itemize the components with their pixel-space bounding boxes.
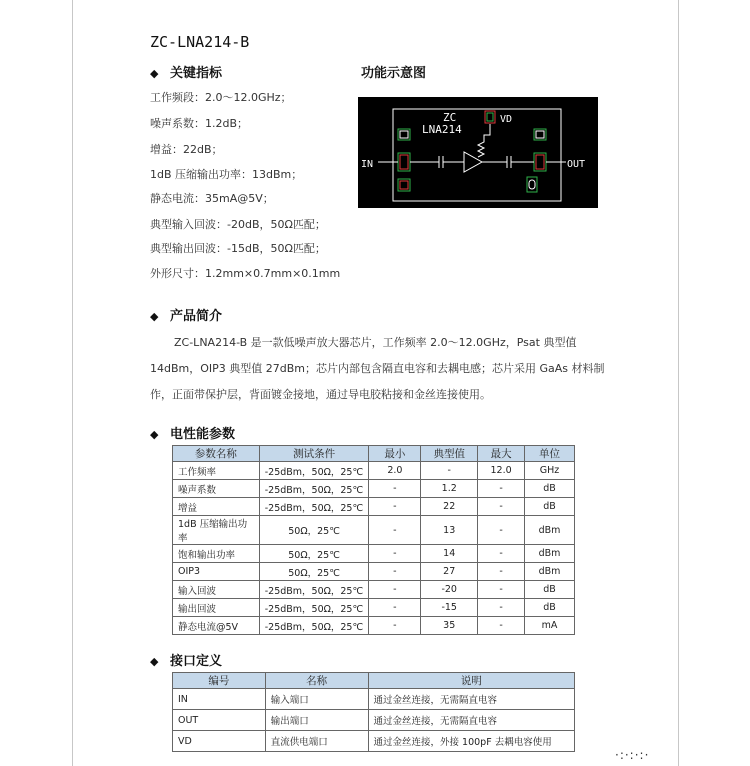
column-header: 测试条件: [259, 446, 369, 462]
diamond-bullet-icon: ◆: [150, 67, 159, 80]
spec-line: 典型输出回波：-15dB，50Ω匹配；: [150, 242, 326, 255]
table-cell: 饱和输出功率: [173, 545, 260, 563]
spec-line: 外形尺寸：1.2mm×0.7mm×0.1mm: [150, 267, 341, 280]
spec-line: 工作频段：2.0～12.0GHz；: [150, 91, 292, 104]
in-pad-inner: [400, 155, 408, 169]
column-header: 典型值: [421, 446, 478, 462]
function-diagram: [358, 97, 598, 208]
table-cell: -: [369, 563, 421, 581]
table-header-row: [173, 673, 575, 689]
table-cell: 输出回波: [173, 599, 260, 617]
table-row: [173, 563, 575, 581]
column-header: 编号: [173, 673, 266, 689]
table-cell: -: [478, 516, 525, 545]
table-row: [173, 731, 575, 752]
table-cell: dB: [525, 599, 575, 617]
footer-decoration: ·:·:·:·: [615, 748, 650, 762]
column-header: 最小: [369, 446, 421, 462]
section-function-diagram: 功能示意图: [361, 66, 427, 81]
table-header-row: [173, 446, 575, 462]
table-cell: -: [478, 498, 525, 516]
table-cell: -: [369, 581, 421, 599]
diamond-bullet-icon: ◆: [150, 655, 159, 668]
table-row: [173, 462, 575, 480]
table-cell: mA: [525, 617, 575, 635]
table-row: [173, 516, 575, 545]
table-cell: -: [478, 617, 525, 635]
out-label: OUT: [567, 159, 586, 170]
product-title: ZC-LNA214-B: [150, 33, 250, 51]
section-electrical: ◆ 电性能参数: [150, 427, 236, 442]
vd-label: VD: [500, 114, 513, 125]
diamond-bullet-icon: ◆: [150, 310, 159, 323]
table-cell: 13: [421, 516, 478, 545]
table-cell: -: [478, 563, 525, 581]
table-cell: 50Ω，25℃: [259, 516, 369, 545]
table-cell: -25dBm，50Ω，25℃: [259, 480, 369, 498]
table-row: [173, 599, 575, 617]
table-cell: dBm: [525, 516, 575, 545]
table-cell: -: [369, 480, 421, 498]
section-intro: ◆ 产品简介: [150, 309, 223, 324]
chip-label-line2: LNA214: [422, 123, 462, 136]
table-cell: -: [369, 617, 421, 635]
table-cell: 1dB 压缩输出功率: [173, 516, 260, 545]
table-row: [173, 480, 575, 498]
table-cell: -20: [421, 581, 478, 599]
interface-table: [172, 672, 575, 752]
table-cell: OIP3: [173, 563, 260, 581]
section-key-specs: ◆ 关键指标: [150, 66, 223, 81]
table-row: [173, 710, 575, 731]
table-cell: -: [478, 581, 525, 599]
table-cell: -: [478, 480, 525, 498]
table-cell: VD: [173, 731, 266, 752]
table-cell: 22: [421, 498, 478, 516]
table-cell: 35: [421, 617, 478, 635]
table-cell: 输出端口: [265, 710, 368, 731]
table-cell: dB: [525, 498, 575, 516]
table-cell: -: [478, 599, 525, 617]
table-row: [173, 617, 575, 635]
vd-inductor: [478, 124, 490, 157]
column-header: 最大: [478, 446, 525, 462]
pad-top-right-inner: [536, 131, 544, 138]
table-cell: -25dBm，50Ω，25℃: [259, 599, 369, 617]
column-header: 单位: [525, 446, 575, 462]
table-cell: -: [369, 516, 421, 545]
table-cell: 50Ω，25℃: [259, 545, 369, 563]
diamond-bullet-icon: ◆: [150, 428, 159, 441]
table-row: [173, 545, 575, 563]
section-interface: ◆ 接口定义: [150, 654, 223, 669]
table-cell: 1.2: [421, 480, 478, 498]
intro-paragraph: ZC-LNA214-B 是一款低噪声放大器芯片，工作频率 2.0～12.0GHz，Psat 典型值 14dBm，OIP3 典型值 27dBm；芯片内部包含隔直电容和去耦电感；芯片采用 GaAs 材料制作，正面带保护层，背面镀金接地，通过导电胶粘接和金丝连接使用。: [150, 336, 605, 401]
table-cell: -: [369, 599, 421, 617]
table-row: [173, 498, 575, 516]
table-cell: 12.0: [478, 462, 525, 480]
table-cell: 通过金丝连接，无需隔直电容: [368, 710, 574, 731]
column-header: 名称: [265, 673, 368, 689]
table-cell: 直流供电端口: [265, 731, 368, 752]
table-cell: 静态电流@5V: [173, 617, 260, 635]
electrical-table: [172, 445, 575, 635]
pad-top-left-inner: [400, 131, 408, 138]
amplifier-triangle-icon: [464, 152, 482, 172]
table-cell: 工作频率: [173, 462, 260, 480]
out-pad-inner: [536, 155, 544, 169]
vd-pad-inner: [487, 113, 493, 121]
table-cell: -25dBm，50Ω，25℃: [259, 462, 369, 480]
table-row: [173, 689, 575, 710]
chip-label-line1: ZC: [443, 111, 457, 124]
table-cell: 增益: [173, 498, 260, 516]
table-cell: 27: [421, 563, 478, 581]
table-cell: 2.0: [369, 462, 421, 480]
column-header: 参数名称: [173, 446, 260, 462]
table-cell: dBm: [525, 545, 575, 563]
spec-line: 噪声系数：1.2dB；: [150, 117, 249, 130]
table-cell: -: [369, 545, 421, 563]
table-cell: -: [369, 498, 421, 516]
table-cell: 输入端口: [265, 689, 368, 710]
table-cell: GHz: [525, 462, 575, 480]
spec-line: 1dB 压缩输出功率：13dBm；: [150, 168, 303, 181]
column-header: 说明: [368, 673, 574, 689]
pad-bottom-right-inner: [529, 180, 535, 189]
table-cell: 输入回波: [173, 581, 260, 599]
table-cell: dB: [525, 581, 575, 599]
table-cell: -25dBm，50Ω，25℃: [259, 617, 369, 635]
table-cell: 通过金丝连接，无需隔直电容: [368, 689, 574, 710]
table-cell: dBm: [525, 563, 575, 581]
table-cell: -: [478, 545, 525, 563]
table-cell: -15: [421, 599, 478, 617]
table-cell: 50Ω，25℃: [259, 563, 369, 581]
table-row: [173, 581, 575, 599]
page-border-right: [678, 0, 679, 766]
spec-line: 静态电流：35mA@5V；: [150, 192, 274, 205]
table-cell: 噪声系数: [173, 480, 260, 498]
spec-line: 典型输入回波：-20dB，50Ω匹配；: [150, 218, 326, 231]
table-cell: dB: [525, 480, 575, 498]
table-cell: IN: [173, 689, 266, 710]
spec-line: 增益：22dB；: [150, 143, 223, 156]
table-cell: -25dBm，50Ω，25℃: [259, 498, 369, 516]
pad-bottom-left-inner: [400, 181, 408, 189]
table-cell: OUT: [173, 710, 266, 731]
page-border-left: [72, 0, 73, 766]
in-label: IN: [361, 159, 374, 170]
table-cell: -25dBm，50Ω，25℃: [259, 581, 369, 599]
table-cell: -: [421, 462, 478, 480]
amplifier-schematic-svg: [358, 97, 598, 208]
table-cell: 通过金丝连接，外接 100pF 去耦电容使用: [368, 731, 574, 752]
table-cell: 14: [421, 545, 478, 563]
